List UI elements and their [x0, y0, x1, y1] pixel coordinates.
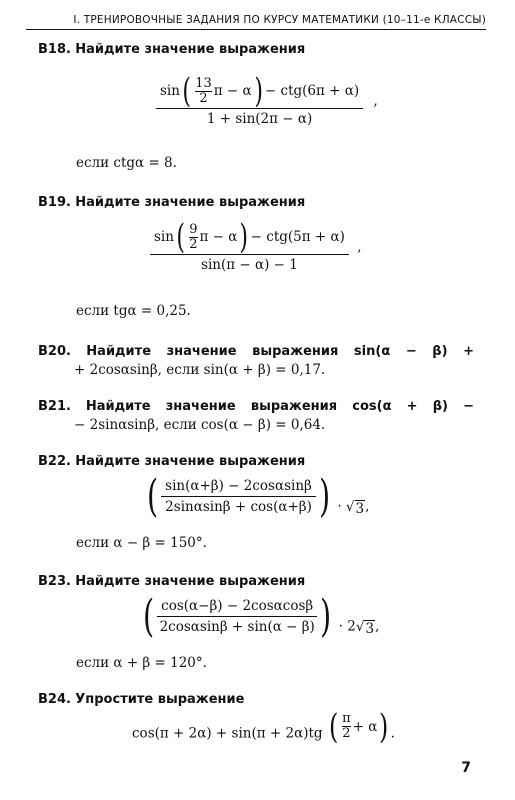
comma: , — [357, 239, 362, 255]
paren-group — [144, 470, 333, 522]
problem-number: B18. — [38, 42, 71, 57]
multiply-sign: · — [337, 498, 342, 515]
sqrt — [356, 619, 375, 637]
fraction-numerator: cos(α−β) − 2cosαcosβ — [161, 598, 314, 614]
sqrt-sign: √ — [355, 618, 365, 635]
right-paren: ) — [253, 71, 263, 111]
sqrt-radicand: 3 — [365, 620, 375, 637]
small-frac-bottom: 2 — [342, 726, 351, 741]
problem-number: B22. — [38, 454, 71, 469]
fraction — [157, 598, 317, 635]
problem-b22 — [38, 452, 474, 471]
sqrt-sign: √ — [345, 498, 355, 515]
right-paren: ) — [320, 590, 332, 642]
condition-b18: если ctgα = 8. — [76, 155, 177, 171]
paren-group — [327, 706, 391, 747]
small-fraction — [195, 77, 212, 106]
numerator-tail: − ctg(6π + α) — [264, 83, 360, 99]
arg-rest: + α — [352, 718, 378, 735]
problem-statement: Упростите выражение — [75, 692, 245, 707]
fraction — [156, 71, 363, 127]
problem-statement: Найдите значение выражения — [75, 454, 306, 469]
small-frac-bottom: 2 — [189, 236, 198, 252]
multiply-sign: · 2 — [338, 618, 356, 635]
problem-text-line1: Найдите значение выражения cos(α + β) − — [85, 399, 474, 414]
right-paren: ) — [379, 706, 389, 747]
small-frac-bottom: 2 — [199, 90, 208, 106]
problem-number: B24. — [38, 692, 71, 707]
arg-rest: π − α — [213, 83, 252, 99]
left-paren: ( — [176, 217, 185, 257]
comma: , — [375, 618, 380, 635]
small-frac-top: 9 — [189, 221, 198, 237]
paren-group — [174, 217, 251, 257]
formula-b18 — [156, 71, 378, 127]
fraction-numerator: sin(α+β) − 2cosαsinβ — [165, 478, 312, 494]
problem-statement: Найдите значение выражения — [75, 195, 306, 210]
small-frac-top: π — [342, 711, 351, 726]
fraction-numerator — [150, 217, 349, 257]
left-paren: ( — [143, 590, 155, 642]
period: . — [390, 725, 395, 742]
small-fraction — [189, 223, 197, 252]
problem-b21 — [38, 397, 474, 435]
problem-b19 — [38, 193, 474, 212]
small-frac-top: 13 — [195, 75, 212, 91]
fraction-numerator — [156, 71, 363, 111]
left-paren: ( — [182, 71, 191, 111]
problem-number: B20. — [38, 344, 71, 359]
formula-b23 — [140, 590, 380, 642]
problem-b23 — [38, 572, 474, 591]
problem-text-line2: + 2cosαsinβ, если sin(α + β) = 0,17. — [74, 362, 326, 378]
problem-line — [38, 397, 474, 416]
problem-number: B23. — [38, 574, 71, 589]
sqrt-radicand: 3 — [355, 500, 365, 517]
problem-b20 — [38, 342, 474, 380]
formula-b22 — [144, 470, 370, 522]
fraction — [161, 478, 316, 515]
paren-group — [180, 71, 265, 111]
problem-number: B21. — [38, 399, 71, 414]
sqrt — [346, 499, 365, 517]
left-paren: ( — [328, 706, 339, 747]
fraction-denominator: 2sinαsinβ + cos(α+β) — [165, 499, 312, 515]
numerator-tail: − ctg(5π + α) — [250, 229, 345, 245]
comma: , — [365, 498, 370, 515]
formula-b19 — [150, 217, 362, 273]
comma: , — [373, 93, 378, 109]
paren-group — [140, 590, 334, 642]
left-paren: ( — [147, 470, 159, 522]
problem-number: B19. — [38, 195, 71, 210]
small-fraction — [342, 712, 351, 741]
problem-b24 — [38, 690, 474, 709]
fraction-denominator: 1 + sin(2π − α) — [206, 111, 313, 127]
problem-statement: Найдите значение выражения — [75, 42, 306, 57]
condition-b23: если α + β = 120°. — [76, 655, 207, 671]
page-number: 7 — [461, 760, 471, 776]
right-paren: ) — [239, 217, 249, 257]
fraction — [150, 217, 349, 273]
expression-start: cos(π + 2α) + sin(π + 2α)tg — [132, 725, 323, 742]
problem-text-line2: − 2sinαsinβ, если cos(α − β) = 0,64. — [74, 417, 326, 433]
fraction-denominator: 2cosαsinβ + sin(α − β) — [159, 619, 315, 635]
right-paren: ) — [318, 470, 331, 522]
problem-b18 — [38, 40, 474, 59]
running-header: I. ТРЕНИРОВОЧНЫЕ ЗАДАНИЯ ПО КУРСУ МАТЕМАТИКИ (10–11-е КЛАССЫ) — [26, 14, 486, 30]
condition-b19: если tgα = 0,25. — [76, 303, 191, 319]
condition-b22: если α − β = 150°. — [76, 535, 207, 551]
sin-label: sin — [160, 83, 180, 99]
problem-text-line1: Найдите значение выражения sin(α − β) + — [86, 344, 474, 359]
formula-b24 — [132, 706, 395, 747]
fraction-denominator: sin(π − α) − 1 — [201, 257, 298, 273]
sin-label: sin — [154, 229, 174, 245]
problem-statement: Найдите значение выражения — [75, 574, 306, 589]
arg-rest: π − α — [199, 229, 238, 245]
problem-line — [38, 342, 474, 361]
